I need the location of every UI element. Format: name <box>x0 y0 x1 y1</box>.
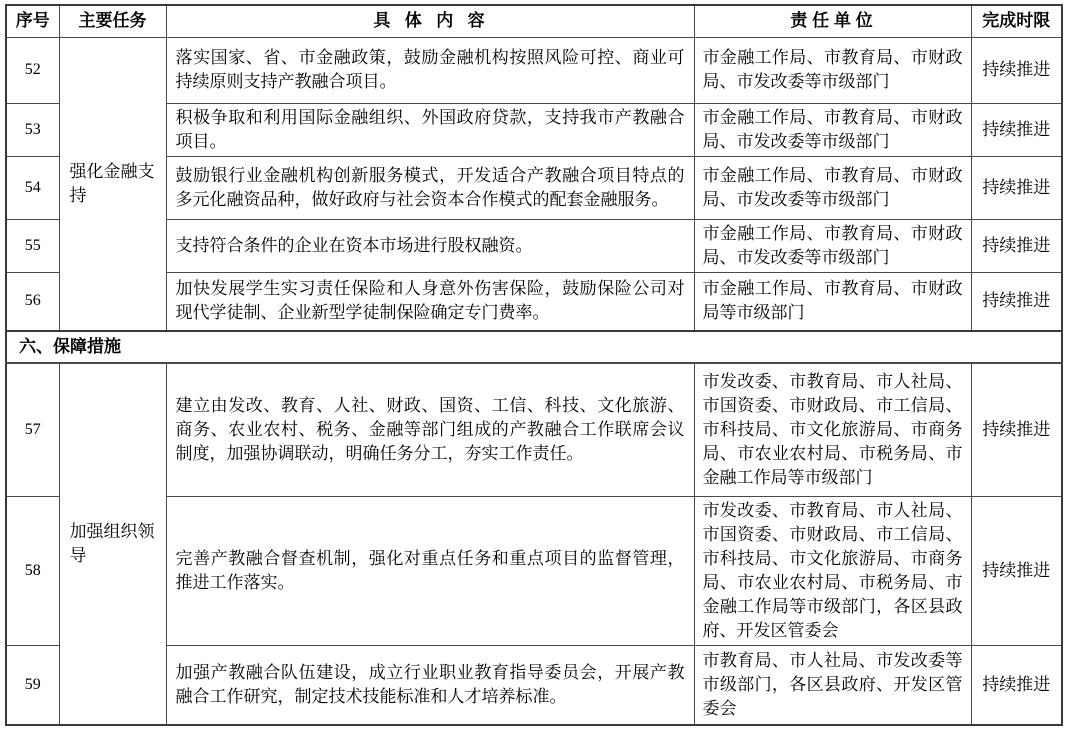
deadline-cell: 持续推进 <box>971 156 1062 219</box>
content-cell: 鼓励银行业金融机构创新服务模式，开发适合产教融合项目特点的多元化融资品种，做好政府与社会资本合作模式的配套金融服务。 <box>166 156 694 219</box>
table-row-52 <box>6 37 1062 103</box>
content-cell: 支持符合条件的企业在资本市场进行股权融资。 <box>166 219 694 272</box>
task-group-cell: 强化金融支持 <box>59 37 166 331</box>
unit-cell: 市教育局、市人社局、市发改委等市级部门，各区县政府、开发区管委会 <box>694 645 971 725</box>
deadline-cell: 持续推进 <box>971 219 1062 272</box>
task-group-cell: 加强组织领导 <box>59 363 166 725</box>
row-number-cell: 59 <box>6 645 59 725</box>
col-header-unit: 责任单位 <box>694 5 971 37</box>
unit-cell: 市发改委、市教育局、市人社局、市国资委、市财政局、市工信局、市科技局、市文化旅游局、市商务局、市农业农村局、市税务局、市金融工作局等市级部门，各区县政府、开发区管委会 <box>694 496 971 645</box>
deadline-cell: 持续推进 <box>971 103 1062 156</box>
deadline-cell: 持续推进 <box>971 37 1062 103</box>
col-header-no: 序号 <box>6 5 59 37</box>
deadline-cell: 持续推进 <box>971 645 1062 725</box>
content-cell: 加快发展学生实习责任保险和人身意外伤害保险，鼓励保险公司对现代学徒制、企业新型学徒制保险确定专门费率。 <box>166 272 694 331</box>
deadline-cell: 持续推进 <box>971 272 1062 331</box>
section-header: 六、保障措施 <box>6 331 1062 363</box>
row-number-cell: 53 <box>6 103 59 156</box>
content-cell: 加强产教融合队伍建设，成立行业职业教育指导委员会，开展产教融合工作研究，制定技术技能标准和人才培养标准。 <box>166 645 694 725</box>
unit-cell: 市金融工作局、市教育局、市财政局等市级部门 <box>694 272 971 331</box>
content-cell: 落实国家、省、市金融政策，鼓励金融机构按照风险可控、商业可持续原则支持产教融合项目。 <box>166 37 694 103</box>
deadline-cell: 持续推进 <box>971 363 1062 496</box>
content-cell: 建立由发改、教育、人社、财政、国资、工信、科技、文化旅游、商务、农业农村、税务、金融等部门组成的产教融合工作联席会议制度，加强协调联动，明确任务分工，夯实工作责任。 <box>166 363 694 496</box>
section-header-row <box>6 331 1062 363</box>
deadline-cell: 持续推进 <box>971 496 1062 645</box>
col-header-deadline: 完成时限 <box>971 5 1062 37</box>
unit-cell: 市金融工作局、市教育局、市财政局、市发改委等市级部门 <box>694 156 971 219</box>
row-number-cell: 58 <box>6 496 59 645</box>
unit-cell: 市金融工作局、市教育局、市财政局、市发改委等市级部门 <box>694 37 971 103</box>
row-number-cell: 57 <box>6 363 59 496</box>
document-sheet <box>5 4 1061 733</box>
unit-cell: 市发改委、市教育局、市人社局、市国资委、市财政局、市工信局、市科技局、市文化旅游局、市商务局、市农业农村局、市税务局、市金融工作局等市级部门 <box>694 363 971 496</box>
row-number-cell: 52 <box>6 37 59 103</box>
header-row <box>6 5 1062 37</box>
col-header-task: 主要任务 <box>59 5 166 37</box>
unit-cell: 市金融工作局、市教育局、市财政局、市发改委等市级部门 <box>694 103 971 156</box>
row-number-cell: 54 <box>6 156 59 219</box>
content-cell: 积极争取和利用国际金融组织、外国政府贷款，支持我市产教融合项目。 <box>166 103 694 156</box>
row-number-cell: 55 <box>6 219 59 272</box>
task-table <box>5 4 1063 726</box>
unit-cell: 市金融工作局、市教育局、市财政局、市发改委等市级部门 <box>694 219 971 272</box>
content-cell: 完善产教融合督查机制，强化对重点任务和重点项目的监督管理，推进工作落实。 <box>166 496 694 645</box>
row-number-cell: 56 <box>6 272 59 331</box>
table-row-57 <box>6 363 1062 496</box>
col-header-content: 具体内容 <box>166 5 694 37</box>
